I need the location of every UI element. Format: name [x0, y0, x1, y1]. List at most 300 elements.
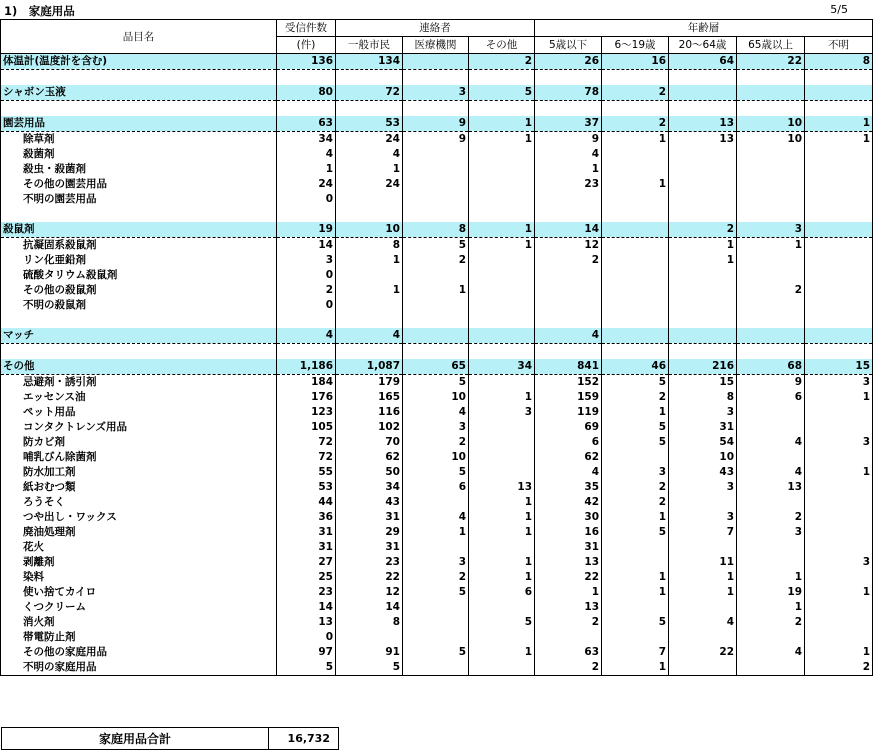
cell-value	[669, 630, 737, 645]
table-row	[1, 375, 873, 391]
cell-value: 2	[602, 495, 669, 510]
cell-value: 6	[535, 435, 602, 450]
col-count-header: 受信件数	[277, 20, 336, 37]
cell-value	[403, 162, 469, 177]
cell-value: 6	[403, 480, 469, 495]
cell-value: 6	[737, 390, 805, 405]
cell-value: 8	[336, 615, 403, 630]
cell-value	[737, 147, 805, 162]
cell-value: 5	[602, 615, 669, 630]
cell-value: 2	[602, 85, 669, 101]
item-name: 防水加工剤	[1, 465, 277, 480]
cell-value: 4	[403, 510, 469, 525]
col-age-under5: 5歳以下	[535, 37, 602, 54]
cell-value	[403, 328, 469, 344]
cell-value: 1	[469, 116, 535, 132]
table-row	[1, 298, 873, 313]
cell-value	[277, 70, 336, 86]
cell-value: 1,186	[277, 359, 336, 375]
table-row	[1, 162, 873, 177]
cell-value	[602, 283, 669, 298]
col-name-header: 品目名	[1, 20, 277, 54]
cell-value: 4	[277, 328, 336, 344]
cell-value: 10	[403, 390, 469, 405]
cell-value	[805, 405, 873, 420]
cell-value	[277, 344, 336, 360]
table-row	[1, 630, 873, 645]
cell-value	[403, 600, 469, 615]
cell-value	[469, 375, 535, 391]
item-name: 体温計(温度計を含む)	[1, 54, 277, 70]
item-name	[1, 70, 277, 86]
cell-value: 2	[535, 615, 602, 630]
cell-value: 53	[336, 116, 403, 132]
cell-value: 22	[535, 570, 602, 585]
item-name: その他	[1, 359, 277, 375]
cell-value: 3	[277, 253, 336, 268]
cell-value	[469, 435, 535, 450]
cell-value: 1	[737, 238, 805, 254]
cell-value: 2	[403, 570, 469, 585]
cell-value: 2	[602, 116, 669, 132]
item-name: 染料	[1, 570, 277, 585]
cell-value: 3	[805, 555, 873, 570]
cell-value: 10	[336, 222, 403, 238]
cell-value	[469, 268, 535, 283]
cell-value: 1	[737, 600, 805, 615]
item-name: 紙おむつ類	[1, 480, 277, 495]
cell-value: 23	[535, 177, 602, 192]
cell-value: 91	[336, 645, 403, 660]
cell-value	[805, 480, 873, 495]
cell-value	[805, 510, 873, 525]
cell-value: 3	[403, 85, 469, 101]
cell-value: 1	[469, 645, 535, 660]
cell-value: 3	[737, 525, 805, 540]
cell-value: 2	[669, 222, 737, 238]
cell-value	[669, 600, 737, 615]
cell-value	[669, 70, 737, 86]
cell-value: 2	[737, 615, 805, 630]
cell-value	[602, 192, 669, 207]
cell-value: 134	[336, 54, 403, 70]
cell-value: 1	[469, 390, 535, 405]
cell-value	[469, 192, 535, 207]
item-name: ろうそく	[1, 495, 277, 510]
cell-value: 119	[535, 405, 602, 420]
cell-value	[336, 207, 403, 222]
cell-value: 0	[277, 268, 336, 283]
cell-value	[737, 344, 805, 360]
cell-value: 1	[403, 525, 469, 540]
cell-value	[469, 420, 535, 435]
cell-value: 70	[336, 435, 403, 450]
cell-value	[469, 450, 535, 465]
cell-value	[469, 162, 535, 177]
cell-value: 2	[602, 390, 669, 405]
cell-value: 1	[737, 570, 805, 585]
cell-value	[403, 54, 469, 70]
cell-value	[602, 328, 669, 344]
cell-value: 1	[669, 238, 737, 254]
table-row	[1, 615, 873, 630]
cell-value: 5	[602, 525, 669, 540]
cell-value: 3	[805, 375, 873, 391]
cell-value: 24	[277, 177, 336, 192]
cell-value: 0	[277, 630, 336, 645]
cell-value: 2	[403, 253, 469, 268]
col-contact-other: その他	[469, 37, 535, 54]
cell-value: 14	[535, 222, 602, 238]
item-name: 防カビ剤	[1, 435, 277, 450]
cell-value: 216	[669, 359, 737, 375]
cell-value: 10	[737, 116, 805, 132]
table-row	[1, 147, 873, 162]
cell-value: 34	[336, 480, 403, 495]
cell-value: 23	[277, 585, 336, 600]
col-contact-medical: 医療機関	[403, 37, 469, 54]
cell-value: 4	[336, 147, 403, 162]
cell-value: 8	[805, 54, 873, 70]
cell-value	[535, 70, 602, 86]
cell-value	[737, 298, 805, 313]
item-name: 不明の殺鼠剤	[1, 298, 277, 313]
table-row	[1, 390, 873, 405]
cell-value: 4	[669, 615, 737, 630]
cell-value: 31	[277, 540, 336, 555]
cell-value	[737, 192, 805, 207]
cell-value: 16	[602, 54, 669, 70]
cell-value: 3	[669, 510, 737, 525]
cell-value	[535, 283, 602, 298]
cell-value	[737, 70, 805, 86]
cell-value	[805, 298, 873, 313]
cell-value: 69	[535, 420, 602, 435]
cell-value: 5	[277, 660, 336, 676]
cell-value: 9	[535, 132, 602, 148]
cell-value: 22	[669, 645, 737, 660]
cell-value: 102	[336, 420, 403, 435]
cell-value	[403, 495, 469, 510]
cell-value	[805, 615, 873, 630]
cell-value: 63	[535, 645, 602, 660]
cell-value: 1	[277, 162, 336, 177]
item-name: リン化亜鉛剤	[1, 253, 277, 268]
cell-value	[669, 101, 737, 117]
cell-value: 31	[277, 525, 336, 540]
table-row	[1, 465, 873, 480]
table-row	[1, 420, 873, 435]
cell-value	[669, 207, 737, 222]
cell-value: 179	[336, 375, 403, 391]
table-row	[1, 540, 873, 555]
cell-value: 30	[535, 510, 602, 525]
cell-value	[737, 85, 805, 101]
cell-value: 2	[469, 54, 535, 70]
cell-value: 3	[805, 435, 873, 450]
cell-value	[336, 344, 403, 360]
cell-value: 62	[336, 450, 403, 465]
col-count-unit: (件)	[277, 37, 336, 54]
cell-value: 55	[277, 465, 336, 480]
cell-value: 1	[535, 162, 602, 177]
cell-value	[602, 313, 669, 328]
cell-value	[669, 177, 737, 192]
cell-value: 2	[805, 660, 873, 676]
table-row	[1, 555, 873, 570]
category-row	[1, 85, 873, 101]
cell-value	[403, 147, 469, 162]
cell-value: 97	[277, 645, 336, 660]
item-name: シャボン玉液	[1, 85, 277, 101]
cell-value	[336, 268, 403, 283]
cell-value	[737, 268, 805, 283]
cell-value	[535, 268, 602, 283]
cell-value: 3	[403, 555, 469, 570]
item-name	[1, 313, 277, 328]
cell-value: 4	[403, 405, 469, 420]
table-row	[1, 253, 873, 268]
cell-value	[602, 147, 669, 162]
cell-value	[669, 540, 737, 555]
cell-value	[602, 298, 669, 313]
cell-value: 78	[535, 85, 602, 101]
cell-value: 2	[737, 283, 805, 298]
cell-value	[602, 600, 669, 615]
cell-value: 35	[535, 480, 602, 495]
cell-value	[805, 570, 873, 585]
cell-value	[403, 660, 469, 676]
cell-value	[805, 283, 873, 298]
cell-value: 22	[336, 570, 403, 585]
cell-value: 1	[535, 585, 602, 600]
cell-value: 26	[535, 54, 602, 70]
cell-value: 2	[403, 435, 469, 450]
cell-value: 43	[669, 465, 737, 480]
cell-value	[805, 313, 873, 328]
item-name: つや出し・ワックス	[1, 510, 277, 525]
table-row	[1, 405, 873, 420]
cell-value	[737, 162, 805, 177]
cell-value	[805, 600, 873, 615]
table-row	[1, 192, 873, 207]
table-row	[1, 450, 873, 465]
cell-value: 5	[403, 585, 469, 600]
cell-value	[403, 298, 469, 313]
cell-value: 24	[336, 177, 403, 192]
cell-value	[805, 630, 873, 645]
cell-value: 9	[403, 116, 469, 132]
table-row	[1, 645, 873, 660]
cell-value	[737, 177, 805, 192]
cell-value: 80	[277, 85, 336, 101]
cell-value: 1	[805, 132, 873, 148]
cell-value: 105	[277, 420, 336, 435]
cell-value: 34	[277, 132, 336, 148]
table-row	[1, 660, 873, 676]
cell-value: 36	[277, 510, 336, 525]
cell-value	[602, 540, 669, 555]
cell-value	[737, 207, 805, 222]
cell-value	[669, 298, 737, 313]
cell-value	[669, 660, 737, 676]
cell-value	[403, 313, 469, 328]
cell-value: 1	[805, 116, 873, 132]
cell-value: 31	[535, 540, 602, 555]
cell-value	[535, 344, 602, 360]
cell-value	[336, 101, 403, 117]
cell-value	[805, 207, 873, 222]
cell-value	[403, 207, 469, 222]
cell-value	[737, 253, 805, 268]
cell-value: 13	[669, 132, 737, 148]
cell-value: 2	[535, 660, 602, 676]
cell-value: 1	[602, 177, 669, 192]
cell-value	[602, 70, 669, 86]
table-row	[1, 600, 873, 615]
cell-value: 72	[277, 435, 336, 450]
cell-value	[469, 70, 535, 86]
cell-value: 34	[469, 359, 535, 375]
cell-value: 184	[277, 375, 336, 391]
spacer-row	[1, 344, 873, 360]
cell-value	[805, 177, 873, 192]
cell-value: 841	[535, 359, 602, 375]
category-row	[1, 116, 873, 132]
cell-value: 15	[805, 359, 873, 375]
cell-value: 13	[669, 116, 737, 132]
cell-value: 1	[469, 555, 535, 570]
cell-value: 1	[469, 510, 535, 525]
cell-value: 14	[277, 238, 336, 254]
cell-value: 44	[277, 495, 336, 510]
cell-value	[805, 70, 873, 86]
cell-value: 42	[535, 495, 602, 510]
cell-value: 31	[336, 540, 403, 555]
cell-value: 22	[737, 54, 805, 70]
cell-value: 1	[805, 465, 873, 480]
cell-value	[669, 147, 737, 162]
cell-value: 54	[669, 435, 737, 450]
cell-value: 19	[277, 222, 336, 238]
cell-value: 72	[277, 450, 336, 465]
cell-value: 19	[737, 585, 805, 600]
total-box	[1, 727, 339, 750]
cell-value	[469, 600, 535, 615]
spacer-row	[1, 207, 873, 222]
item-name: ペット用品	[1, 405, 277, 420]
cell-value	[403, 540, 469, 555]
cell-value: 176	[277, 390, 336, 405]
cell-value: 5	[469, 85, 535, 101]
cell-value	[602, 238, 669, 254]
cell-value: 5	[469, 615, 535, 630]
cell-value: 4	[535, 147, 602, 162]
cell-value	[469, 283, 535, 298]
item-name: 消火剤	[1, 615, 277, 630]
cell-value: 63	[277, 116, 336, 132]
cell-value: 0	[277, 298, 336, 313]
cell-value: 1	[602, 132, 669, 148]
cell-value: 3	[403, 420, 469, 435]
cell-value	[277, 313, 336, 328]
cell-value: 62	[535, 450, 602, 465]
table-row	[1, 132, 873, 148]
cell-value: 7	[602, 645, 669, 660]
cell-value	[805, 101, 873, 117]
cell-value	[805, 85, 873, 101]
cell-value: 4	[336, 328, 403, 344]
cell-value: 1	[336, 283, 403, 298]
item-name	[1, 101, 277, 117]
cell-value: 1	[805, 390, 873, 405]
cell-value: 25	[277, 570, 336, 585]
cell-value: 23	[336, 555, 403, 570]
cell-value: 116	[336, 405, 403, 420]
cell-value	[805, 192, 873, 207]
cell-value	[469, 540, 535, 555]
item-name: 剥離剤	[1, 555, 277, 570]
cell-value	[403, 344, 469, 360]
cell-value: 13	[277, 615, 336, 630]
cell-value: 2	[277, 283, 336, 298]
cell-value	[535, 313, 602, 328]
cell-value	[737, 420, 805, 435]
spacer-row	[1, 70, 873, 86]
cell-value: 5	[336, 660, 403, 676]
cell-value	[602, 344, 669, 360]
item-name: 除草剤	[1, 132, 277, 148]
cell-value	[535, 192, 602, 207]
cell-value: 1	[805, 645, 873, 660]
category-row	[1, 54, 873, 70]
cell-value: 65	[403, 359, 469, 375]
item-name	[1, 344, 277, 360]
cell-value: 29	[336, 525, 403, 540]
cell-value	[403, 177, 469, 192]
item-name: 花火	[1, 540, 277, 555]
cell-value	[403, 268, 469, 283]
cell-value	[403, 615, 469, 630]
cell-value	[535, 207, 602, 222]
cell-value: 3	[669, 480, 737, 495]
cell-value: 5	[403, 238, 469, 254]
cell-value: 1	[602, 405, 669, 420]
cell-value	[602, 450, 669, 465]
table-row	[1, 585, 873, 600]
cell-value: 11	[669, 555, 737, 570]
item-name: 殺虫・殺菌剤	[1, 162, 277, 177]
col-age-header: 年齢層	[535, 20, 873, 37]
table-row	[1, 177, 873, 192]
cell-value	[805, 268, 873, 283]
cell-value: 43	[336, 495, 403, 510]
cell-value: 12	[535, 238, 602, 254]
item-name: その他の園芸用品	[1, 177, 277, 192]
cell-value: 4	[535, 465, 602, 480]
cell-value	[602, 268, 669, 283]
cell-value	[737, 540, 805, 555]
cell-value	[737, 630, 805, 645]
col-age-unknown: 不明	[805, 37, 873, 54]
cell-value	[403, 101, 469, 117]
cell-value: 13	[535, 555, 602, 570]
table-row	[1, 283, 873, 298]
cell-value: 1	[602, 510, 669, 525]
cell-value	[403, 192, 469, 207]
cell-value: 5	[602, 435, 669, 450]
cell-value: 1	[469, 238, 535, 254]
